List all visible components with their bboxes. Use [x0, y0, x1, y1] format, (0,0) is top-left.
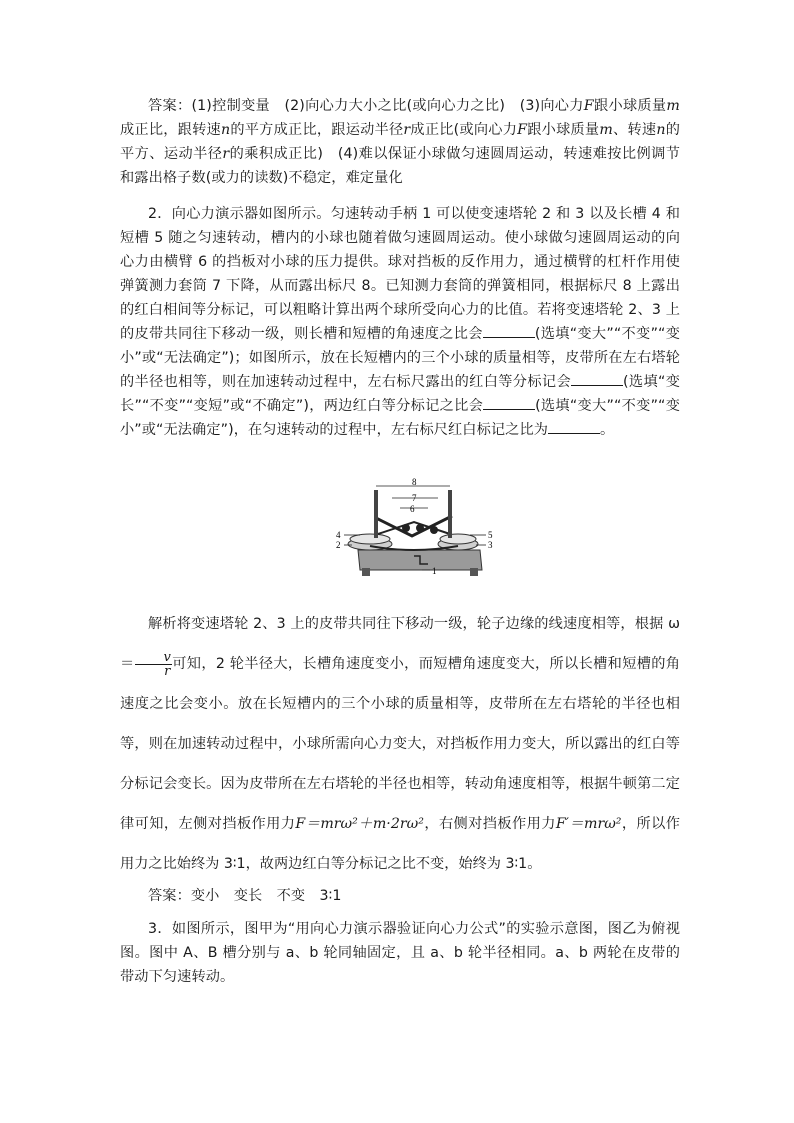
answer-blank: [483, 323, 535, 338]
question-2-paragraph: 2．向心力演示器如图所示。匀速转动手柄 1 可以使变速塔轮 2 和 3 以及长槽 4 和短槽 5 随之匀速转动，槽内的小球也随着做匀速圆周运动。使小球做匀速圆周运动的向心力由横臂 6 的挡板对小球的压力提供。球对挡板的反作用力，通过横臂的杠杆作用使弹簧测力套筒 7 下降，从而露出标尺 8。已知测力套筒的弹簧相同，根据标尺 8 上露出的红白相间等分标记，可以粗略计算出两个球所受向心力的比值。若将变速塔轮 2、3 上的皮带共同往下移动一级，则长槽和短槽的角速度之比会 (选填“变大”“不变”“变小”或“无法确定”)；如图所示，放在长短槽内的三个小球的质量相等，皮带所在左右塔轮的半径也相等，则在加速转动过程中，左右标尺露出的红白等分标记会 (选填“变长”“不变”“变短”或“不确定”)，两边红白等分标记之比会 (选填“变大”“不变”“变小”或“无法确定”)，在匀速转动的过程中，左右标尺红白标记之比为 。: [120, 206, 680, 438]
answer-blank: [548, 419, 600, 434]
figure-label-5: 5: [488, 530, 493, 540]
question-3-paragraph: 3．如图所示，图甲为“用向心力演示器验证向心力公式”的实验示意图，图乙为俯视图。图中 A、B 槽分别与 a、b 轮同轴固定，且 a、b 轮半径相同。a、b 两轮在皮带的带动下匀速转动。: [120, 921, 680, 985]
answer-blank: [483, 395, 535, 410]
fraction-v-over-r: $\frac{v}{r}$: [135, 651, 172, 678]
figure-label-8: 8: [412, 478, 417, 487]
answer-1-paragraph: 答案：(1)控制变量 (2)向心力大小之比(或向心力之比) (3)向心力F跟小球质量m成正比，跟转速n的平方成正比，跟运动半径r成正比(或向心力F跟小球质量m、转速n的平方、运动半径r的乘积成正比) (4)难以保证小球做匀速圆周运动，转速难按比例调节和露出格子数(或力的读数)不稳定，难定量化: [120, 98, 680, 186]
figure-label-1: 1: [432, 566, 437, 576]
centripetal-force-apparatus-figure: [330, 478, 500, 578]
figure-label-4: 4: [336, 530, 341, 540]
solution-paragraph: 解析将变速塔轮 2、3 上的皮带共同往下移动一级，轮子边缘的线速度相等，根据 ω＝ $\frac{v}{r}$ 可知，2 轮半径大，长槽角速度变小，而短槽角速度变大，所以长槽和短槽的角速度之比会变小。放在长短槽内的三个小球的质量相等，皮带所在左右塔轮的半径也相等，则在加速转动过程中，小球所需向心力变大，对挡板作用力变大，所以露出的红白等分标记会变长。因为皮带所在左右塔轮的半径也相等，转动角速度相等，根据牛顿第二定律可知，左侧对挡板作用力F＝mrω²＋m·2rω²，右侧对挡板作用力F′＝mrω²，所以作用力之比始终为 3∶1，故两边红白等分标记之比不变，始终为 3∶1。: [120, 616, 680, 872]
figure-label-6: 6: [410, 504, 415, 514]
figure-label-2: 2: [336, 540, 341, 550]
answer-blank: [571, 371, 623, 386]
figure-label-7: 7: [412, 493, 417, 503]
answer-2-paragraph: 答案：变小 变长 不变 3∶1: [148, 888, 342, 904]
figure-label-3: 3: [488, 540, 493, 550]
